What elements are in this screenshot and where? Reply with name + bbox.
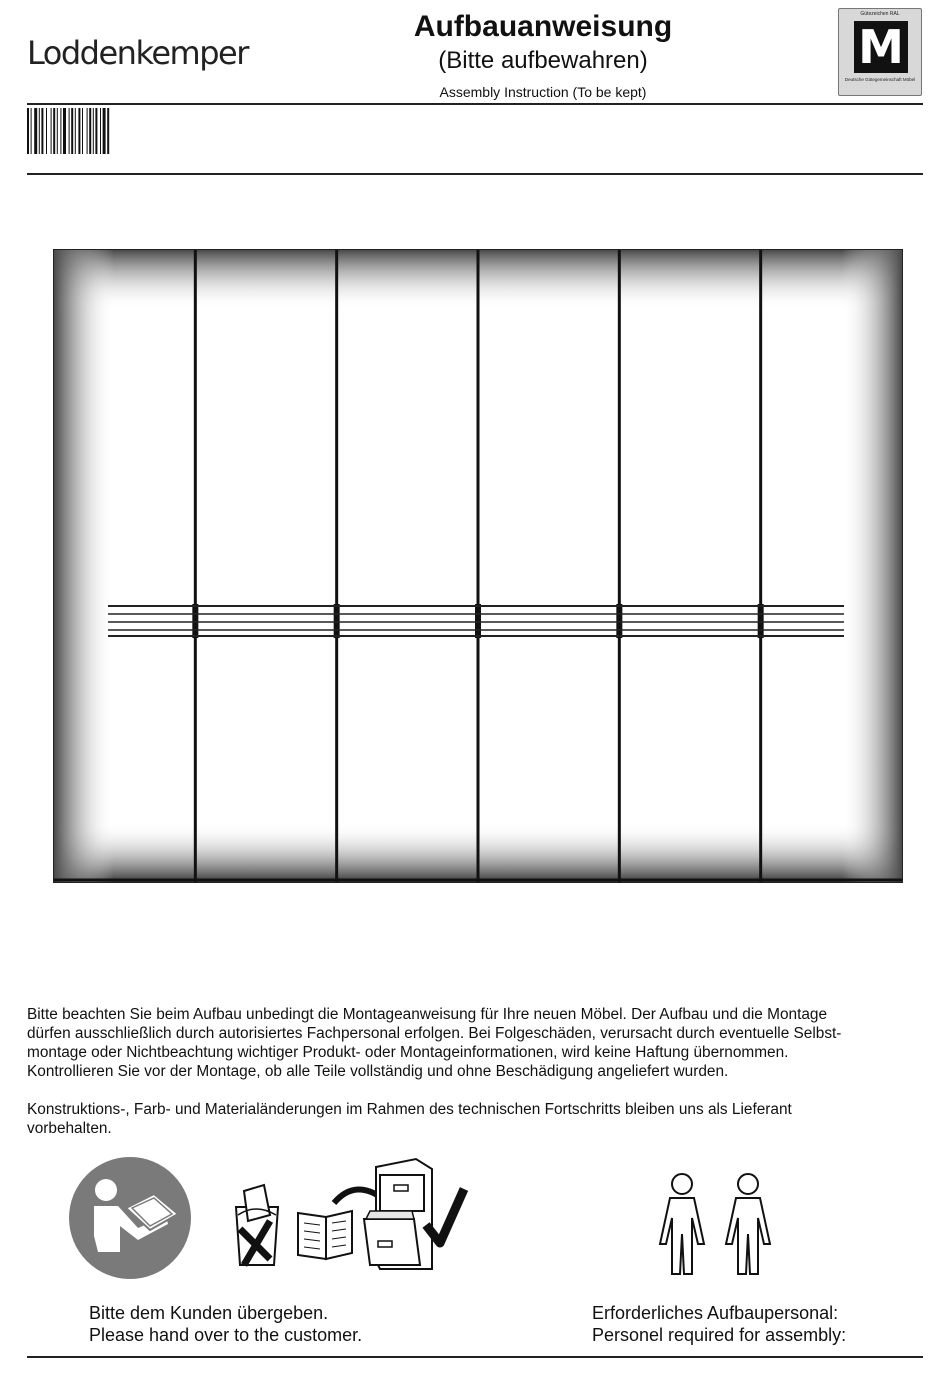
personnel-text-en: Personel required for assembly: (592, 1325, 847, 1345)
barcode-bar (69, 108, 70, 154)
barcode-bar (57, 108, 58, 154)
barcode-bar (71, 108, 73, 154)
barcode-bar (60, 108, 61, 154)
seal-top-text: Gütezeichen RAL (860, 11, 900, 17)
seal-bottom-text: Deutsche Gütegemeinschaft Möbel (844, 77, 916, 82)
assembly-notice-paragraph: Bitte beachten Sie beim Aufbau unbedingt die Montageanweisung für Ihre neuen Möbel. Der Aufbau und die Montage dürfen ausschließlich durch autorisiertes Fachpersonal erfolgen. Bei Folgeschäden, verursacht durch eventuelle Selbst- montage oder Nichtbeachtung wichtiger Produkt- oder Montageinformationen, wird keine Haftung übernommen. Kontrollieren Sie vor der Montage, ob alle Teile vollständig und ohne Beschädigung angeliefert wurden. (27, 1006, 842, 1080)
barcode-bar (63, 108, 66, 154)
footer-divider (27, 1356, 923, 1358)
door-handle (616, 604, 622, 638)
barcode-bar (107, 108, 109, 154)
barcode-bar (46, 108, 47, 154)
personnel-text-de: Erforderliches Aufbaupersonal: (592, 1303, 839, 1323)
barcode-bar (41, 108, 43, 154)
barcode-bar (89, 108, 91, 154)
two-persons-icon (650, 1170, 780, 1280)
barcode-bar (39, 108, 40, 154)
barcode-bar (31, 108, 32, 154)
barcode-bar (53, 108, 55, 154)
person-icon (660, 1174, 704, 1274)
document-storage-icons (230, 1155, 470, 1275)
discard-crossed-icon (236, 1185, 278, 1265)
header-divider (27, 103, 923, 105)
barcode-bar (75, 108, 76, 154)
barcode-divider (27, 173, 923, 175)
handover-text-en: Please hand over to the customer. (89, 1325, 363, 1345)
assembly-instruction-label: Assembly Instruction (To be kept) (439, 84, 647, 100)
barcode-bar (100, 108, 101, 154)
barcode-icon (27, 108, 159, 154)
barcode-bar (51, 108, 52, 154)
barcode-bar (78, 108, 80, 154)
six-door-wardrobe-illustration (30, 232, 926, 912)
barcode-bar (93, 108, 94, 154)
seal-letter: M (854, 21, 908, 73)
person-icon (726, 1174, 770, 1274)
read-manual-icon (68, 1156, 192, 1280)
barcode-bar (34, 108, 37, 154)
handover-text-de: Bitte dem Kunden übergeben. (89, 1303, 329, 1323)
barcode-bar (103, 108, 106, 154)
door-handle (475, 604, 481, 638)
brand-logo: Loddenkemper (27, 34, 248, 72)
document-subtitle: (Bitte aufbewahren) (438, 47, 648, 74)
barcode-bar (82, 108, 83, 154)
change-reservation-paragraph: Konstruktions-, Farb- und Materialänderungen im Rahmen des technischen Fortschritts bleiben uns als Lieferant vorbehalten. (27, 1101, 792, 1137)
open-book-icon (298, 1211, 352, 1259)
barcode-bar (87, 108, 88, 154)
file-in-cabinet-icon (364, 1159, 432, 1269)
barcode-bar (27, 108, 29, 154)
document-title: Aufbauanweisung (413, 10, 673, 43)
barcode-bar (95, 108, 97, 154)
quality-seal-icon (838, 8, 922, 96)
door-handle (192, 604, 198, 638)
door-handle (758, 604, 764, 638)
door-handle (334, 604, 340, 638)
